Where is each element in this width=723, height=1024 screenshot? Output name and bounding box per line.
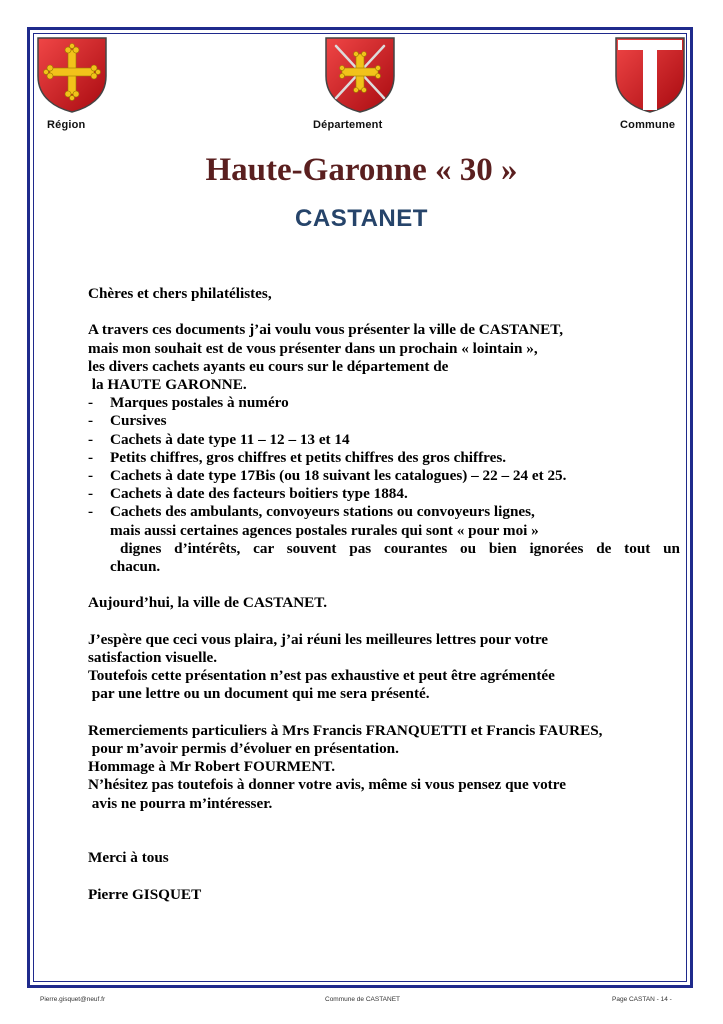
region-label: Région — [47, 119, 86, 131]
hope-line: J’espère que ceci vous plaira, j’ai réuni les meilleures lettres pour votre — [88, 630, 549, 648]
commune-crest — [614, 36, 686, 114]
departement-crest — [324, 36, 396, 114]
signature: Pierre GISQUET — [88, 885, 202, 903]
greeting: Chères et chers philatélistes, — [88, 285, 272, 302]
thanks-line: N’hésitez pas toutefois à donner votre avis, même si vous pensez que votre — [88, 776, 566, 794]
region-crest — [36, 36, 108, 114]
intro-line: mais mon souhait est de vous présenter dans un prochain « lointain », — [88, 339, 538, 357]
closing: Merci à tous — [88, 849, 169, 867]
commune-label: Commune — [620, 119, 676, 131]
list-item: - Petits chiffres, gros chiffres et petits chiffres des gros chiffres. — [88, 448, 507, 466]
list-item: - Cachets à date type 11 – 12 – 13 et 14 — [88, 430, 350, 448]
thanks-line: Remerciements particuliers à Mrs Francis FRANQUETTI et Francis FAURES, — [88, 721, 603, 739]
list-item-continuation: mais aussi certaines agences postales rurales qui sont « pour moi » — [110, 521, 539, 539]
departement-label: Département — [313, 119, 383, 131]
thanks-line: avis ne pourra m’intéresser. — [88, 794, 273, 812]
thanks-line: Hommage à Mr Robert FOURMENT. — [88, 758, 336, 776]
thanks-line: pour m’avoir permis d’évoluer en présentation. — [88, 740, 399, 758]
list-item: - Cachets des ambulants, convoyeurs stations ou convoyeurs lignes, — [88, 503, 535, 521]
page-title: Haute-Garonne « 30 » — [205, 152, 518, 188]
list-item: - Cachets à date des facteurs boitiers type 1884. — [88, 485, 408, 503]
footer-page: Page CASTAN - 14 - — [612, 996, 672, 1003]
crossed-swords-cross-icon — [324, 36, 396, 114]
intro-line: les divers cachets ayants eu cours sur le département de — [88, 357, 449, 375]
hope-line: satisfaction visuelle. — [88, 649, 218, 667]
list-item-continuation: chacun. — [110, 558, 161, 576]
intro-line: la HAUTE GARONNE. — [88, 376, 247, 393]
list-item: - Cursives — [88, 412, 167, 430]
footer-commune: Commune de CASTANET — [325, 996, 401, 1003]
letter-body — [88, 285, 680, 904]
page-subtitle: CASTANET — [295, 205, 428, 232]
list-item: - Marques postales à numéro — [88, 394, 289, 412]
list-item-continuation: dignes d’intérêts, car souvent pas courantes ou bien ignorées de tout un — [120, 539, 680, 557]
hope-line: Toutefois cette présentation n’est pas exhaustive et peut être agrémentée — [88, 667, 555, 685]
today-line: Aujourd’hui, la ville de CASTANET. — [88, 594, 328, 612]
intro-line: A travers ces documents j’ai voulu vous présenter la ville de CASTANET, — [88, 321, 564, 339]
list-item: - Cachets à date type 17Bis (ou 18 suivant les catalogues) – 22 – 24 et 25. — [88, 467, 567, 485]
tau-cross-icon — [614, 36, 686, 114]
occitan-cross-icon — [36, 36, 108, 114]
hope-line: par une lettre ou un document qui me sera présenté. — [88, 685, 430, 703]
footer-email: Pierre.gisquet@neuf.fr — [40, 996, 106, 1003]
